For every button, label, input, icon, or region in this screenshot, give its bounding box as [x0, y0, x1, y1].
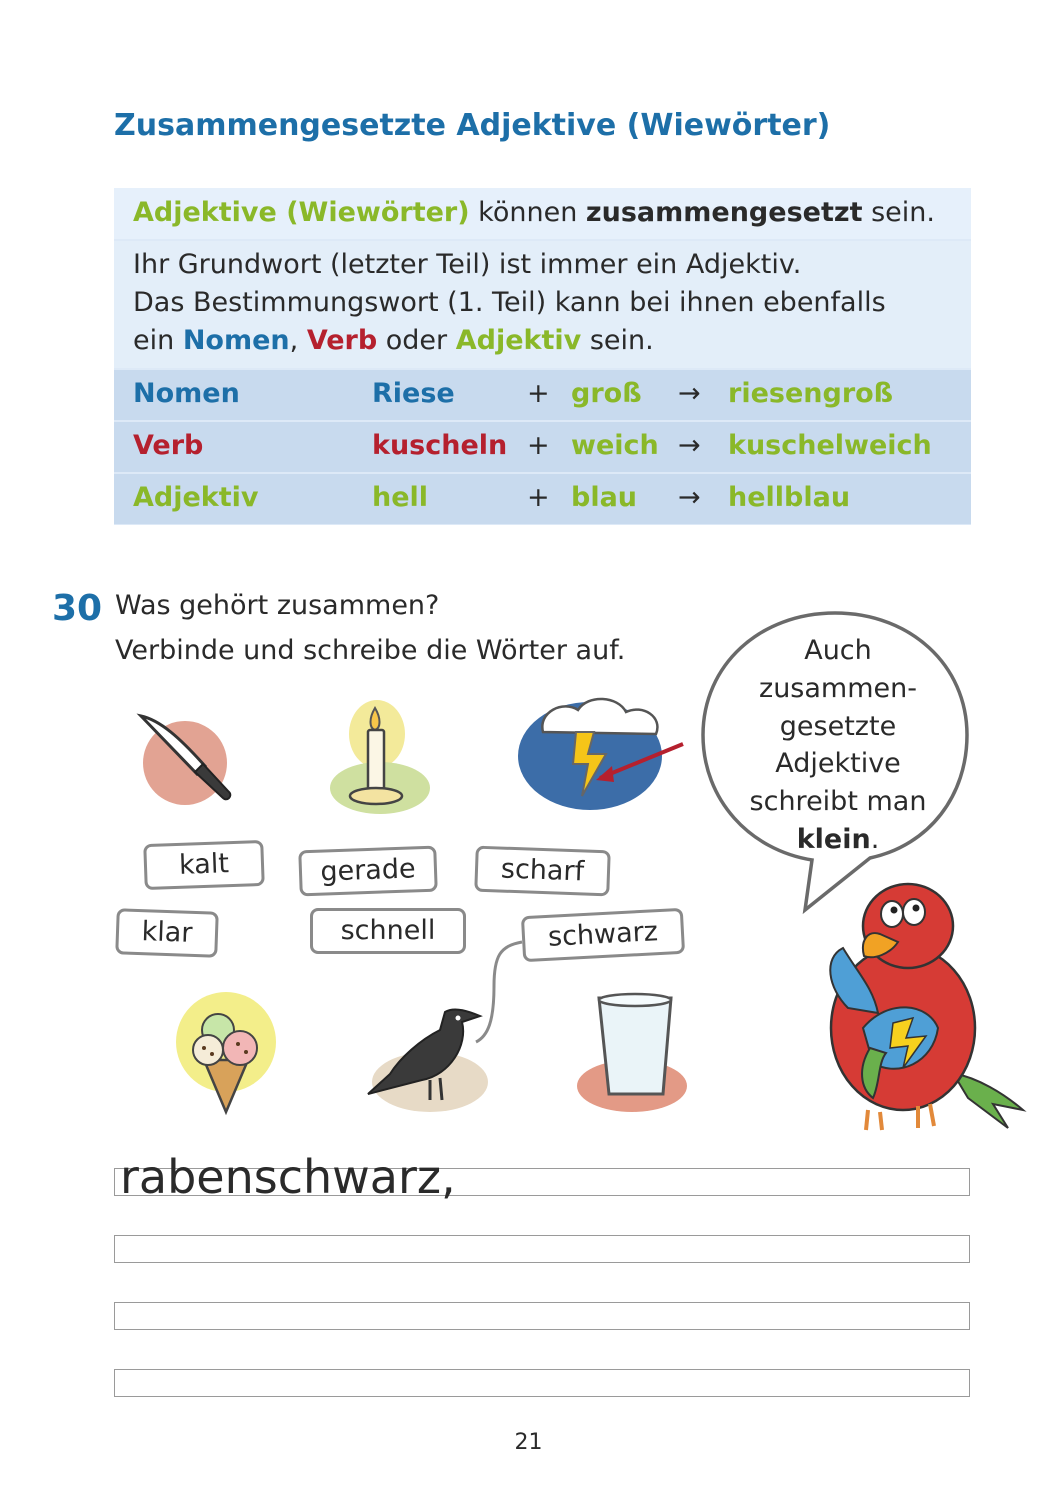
bubble-line: gesetzte — [779, 710, 897, 742]
example-type: Nomen — [133, 378, 240, 409]
glass-icon — [575, 990, 690, 1115]
bubble-line: Adjektive — [775, 748, 901, 780]
bubble-line: zusammen- — [759, 672, 917, 704]
arrow-icon: → — [678, 482, 701, 513]
example-first: kuscheln — [372, 430, 508, 461]
answer-sample: rabenschwarz, — [120, 1150, 456, 1204]
example-type: Adjektiv — [133, 482, 259, 513]
page-number: 21 — [514, 1430, 543, 1455]
rule-text-mid: können — [469, 197, 586, 228]
knife-icon — [135, 708, 245, 808]
example-result: hellblau — [728, 482, 851, 513]
arrow-icon: → — [678, 378, 701, 409]
rule-line-3: Das Bestimmungswort (1. Teil) kann bei ihnen ebenfalls — [133, 287, 886, 318]
rule-line-4-end: sein. — [581, 325, 654, 356]
example-result: kuschelweich — [728, 430, 932, 461]
task-question: Was gehört zusammen? — [115, 590, 440, 621]
word-card[interactable]: kalt — [143, 840, 265, 890]
writing-line[interactable] — [114, 1235, 970, 1263]
word-card[interactable]: klar — [115, 908, 219, 958]
rule-line-4-pre: ein — [133, 325, 183, 356]
rule-line-4 — [133, 325, 654, 356]
bubble-line — [730, 821, 946, 859]
bubble-line-end: . — [870, 823, 880, 855]
example-first: Riese — [372, 378, 455, 409]
bubble-line: Auch — [804, 635, 872, 666]
ice-cream-icon — [176, 990, 278, 1115]
arrow-icon: → — [678, 430, 701, 461]
plus-sign: + — [527, 378, 550, 409]
rule-text-end: sein. — [862, 197, 935, 228]
rule-line-4-comma: , — [289, 325, 307, 356]
rule-key: zusammengesetzt — [585, 197, 863, 228]
plus-sign: + — [527, 430, 550, 461]
rule-line-1 — [133, 197, 935, 228]
word-card[interactable]: scharf — [474, 846, 611, 897]
example-result: riesengroß — [728, 378, 894, 409]
bubble-line: schreibt man — [749, 786, 927, 818]
rule-term: Adjektive (Wiewörter) — [133, 197, 470, 228]
connection-line — [470, 936, 540, 1046]
example-second: blau — [571, 482, 638, 513]
thunderstorm-icon — [518, 692, 693, 817]
speech-bubble-text — [730, 632, 946, 859]
example-second: weich — [571, 430, 659, 461]
example-first: hell — [372, 482, 429, 513]
example-second: groß — [571, 378, 642, 409]
task-instruction: Verbinde und schreibe die Wörter auf. — [115, 635, 626, 666]
writing-line[interactable] — [114, 1369, 970, 1397]
rule-line-2: Ihr Grundwort (letzter Teil) ist immer ein Adjektiv. — [133, 249, 802, 280]
task-number: 30 — [52, 588, 103, 629]
rule-nomen: Nomen — [182, 325, 290, 356]
page-title: Zusammengesetzte Adjektive (Wiewörter) — [114, 108, 831, 143]
word-card[interactable]: schwarz — [521, 908, 685, 962]
rule-adjektiv: Adjektiv — [455, 325, 582, 356]
parrot-icon — [818, 878, 1028, 1136]
word-card[interactable]: gerade — [298, 846, 438, 897]
example-type: Verb — [133, 430, 204, 461]
rule-verb: Verb — [306, 325, 378, 356]
plus-sign: + — [527, 482, 550, 513]
bubble-keyword: klein — [796, 823, 871, 855]
word-card[interactable]: schnell — [310, 908, 466, 954]
writing-line[interactable] — [114, 1302, 970, 1330]
candle-icon — [325, 696, 435, 821]
rule-line-4-mid: oder — [377, 325, 456, 356]
